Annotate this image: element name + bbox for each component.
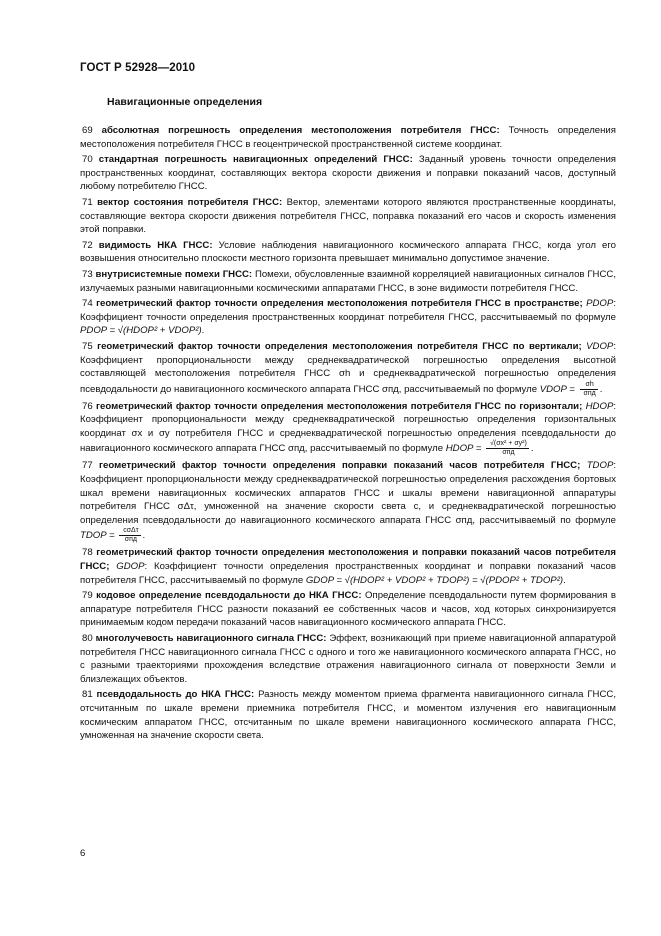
definition-79: 79 кодовое определение псевдодальности до НКА ГНСС: Определение псевдодальности путем формирования в аппаратуре потребителя ГНСС разности показаний ее собственных часов и часов, ход которых синхронизируется принимаемым кодом передачи показаний часов навигационного космического аппарата ГНСС. <box>80 590 616 629</box>
term: вектор состояния потребителя ГНСС: <box>97 196 283 208</box>
abbreviation: PDOP <box>586 298 614 310</box>
definition-80: 80 многолучевость навигационного сигнала ГНСС: Эффект, возникающий при приеме навигационной аппаратурой потребителя ГНСС навигационного сигнала ГНСС с одного и того же навигационного космического аппарата ГНСС, но с разными траекториями прохождения вследствие отражения навигационного сигнала от поверхности Земли и близлежащих объектов. <box>80 633 616 685</box>
term: геометрический фактор точности определения местоположения и поправки показаний часов потребителя ГНСС; <box>80 547 616 573</box>
definition-77: 77 геометрический фактор точности определения поправки показаний часов потребителя ГНСС; TDOP: Коэффициент пропорциональности между среднеквадратической погрешностью определения расхождения бортовых шкал времени навигационных космических аппаратов ГНСС и шкалы времени навигационной аппаратуры потребителя ГНСС σΔτ, умноженной на значение скорости света c, и среднеквадратической погрешностью определения псевдодальности до навигационного космического аппарата ГНСС σпд, рассчитываемый по формуле TDOP = $\frac{\text{cσΔτ}}{\text{σпд}}$ . <box>80 460 617 544</box>
term: геометрический фактор точности определения местоположения потребителя ГНСС по горизонтали; <box>96 400 583 412</box>
abbreviation: HDOP <box>585 400 614 412</box>
term: псевдодальность до НКА ГНСС: <box>96 689 255 701</box>
definition-74: 74 геометрический фактор точности определения местоположения потребителя ГНСС в пространстве; PDOP: Коэффициент точности определения пространственных координат потребителя ГНСС, рассчитываемый по формуле PDOP = √(HDOP² + VDOP²). <box>80 298 616 337</box>
term: геометрический фактор точности определения поправки показаний часов потребителя ГНСС; <box>99 460 581 472</box>
term: видимость НКА ГНСС: <box>98 239 213 251</box>
definition-69: 69 абсолютная погрешность определения местоположения потребителя ГНСС: Точность определения местоположения потребителя ГНСС в геоцентрической пространственной системе координат. <box>80 125 616 150</box>
abbreviation: GDOP <box>116 561 145 573</box>
formula-hdop-fraction: $\frac{\text{√(σx² + σy²)}}{\text{σпд}}$ <box>486 440 529 457</box>
term: кодовое определение псевдодальности до НКА ГНСС: <box>96 590 362 602</box>
definitions-list <box>80 124 616 745</box>
formula-gdop: GDOP = √(HDOP² + VDOP² + TDOP²) = √(PDOP² + TDOP²) <box>305 574 564 586</box>
term: стандартная погрешность навигационных определений ГНСС: <box>98 154 413 166</box>
formula-hdop-lhs: HDOP = <box>445 443 482 455</box>
definition-70: 70 стандартная погрешность навигационных определений ГНСС: Заданный уровень точности определения пространственных координат, составляющих вектора скорости движения и поправки показаний часов, доступный любому потребителю ГНСС. <box>80 154 616 193</box>
formula-tdop-lhs: TDOP = <box>80 530 115 542</box>
definition-71: 71 вектор состояния потребителя ГНСС: Вектор, элементами которого являются пространственные координаты, составляющие вектора скорости движения потребителя ГНСС, поправка показаний его часов и скорость изменения этой поправки. <box>80 196 616 236</box>
definition-73: 73 внутрисистемные помехи ГНСС: Помехи, обусловленные взаимной корреляцией навигационных сигналов ГНСС, излучаемых разными навигационными космическими аппаратами ГНСС, в зоне видимости потребителя ГНСС. <box>80 268 616 294</box>
term: абсолютная погрешность определения местоположения потребителя ГНСС: <box>101 125 500 136</box>
document-header: ГОСТ Р 52928—2010 <box>80 62 196 74</box>
definition-81: 81 псевдодальность до НКА ГНСС: Разность между моментом приема фрагмента навигационного сигнала ГНСС, отсчитанным по шкале времени приемника потребителя ГНСС, и моментом излучения его навигационным космическим аппаратом ГНСС, отсчитанным по шкале времени навигационного космического аппарата ГНСС, умноженная на значение скорости света. <box>80 689 616 742</box>
formula-tdop-fraction: $\frac{\text{cσΔτ}}{\text{σпд}}$ <box>119 527 140 544</box>
definition-76: 76 геометрический фактор точности определения местоположения потребителя ГНСС по горизонтали; HDOP: Коэффициент пропорциональности между среднеквадратической погрешностью определения горизонтальных координат σx и σy потребителя ГНСС и среднеквадратической погрешностью определения псевдодальности до навигационного космического аппарата ГНСС σпд, рассчитываемый по формуле HDOP = $\frac{\text{√(σx² + σy²)}}{\text{σпд}}$ . <box>80 400 617 457</box>
definition-75: 75 геометрический фактор точности определения местоположения потребителя ГНСС по вертикали; VDOP: Коэффициент пропорциональности между среднеквадратической погрешностью определения высотной составляющей местоположения потребителя ГНСС σh и среднеквадратической погрешностью определения псевдодальности до навигационного космического аппарата ГНСС σпд, рассчитываемый по формуле VDOP = $\frac{\sigma h}{\text{σпд}}$ . <box>80 340 616 397</box>
formula-vdop-fraction: $\frac{\sigma h}{\text{σпд}}$ <box>580 381 598 398</box>
definition-72: 72 видимость НКА ГНСС: Условие наблюдения навигационного космического аппарата ГНСС, когда угол его возвышения относительно плоскости местного горизонта превышает минимально допустимое значение. <box>80 239 616 265</box>
term: геометрический фактор точности определения местоположения потребителя ГНСС в пространстве; <box>96 298 583 310</box>
term: внутрисистемные помехи ГНСС: <box>95 268 253 280</box>
formula-vdop-lhs: VDOP = <box>539 383 575 395</box>
formula-pdop: PDOP = √(HDOP² + VDOP²) <box>80 325 202 337</box>
term: многолучевость навигационного сигнала ГНСС: <box>95 633 327 644</box>
term: геометрический фактор точности определения местоположения потребителя ГНСС по вертикали; <box>97 340 582 352</box>
page-number: 6 <box>80 848 86 859</box>
section-title: Навигационные определения <box>107 96 263 108</box>
abbreviation: VDOP <box>586 340 614 352</box>
abbreviation: TDOP <box>586 460 614 472</box>
definition-78: 78 геометрический фактор точности определения местоположения и поправки показаний часов потребителя ГНСС; GDOP: Коэффициент точности определения пространственных координат и поправки показаний часов потребителя ГНСС, рассчитываемый по формуле GDOP = √(HDOP² + VDOP² + TDOP²) = √(PDOP² + TDOP²). <box>80 547 616 586</box>
